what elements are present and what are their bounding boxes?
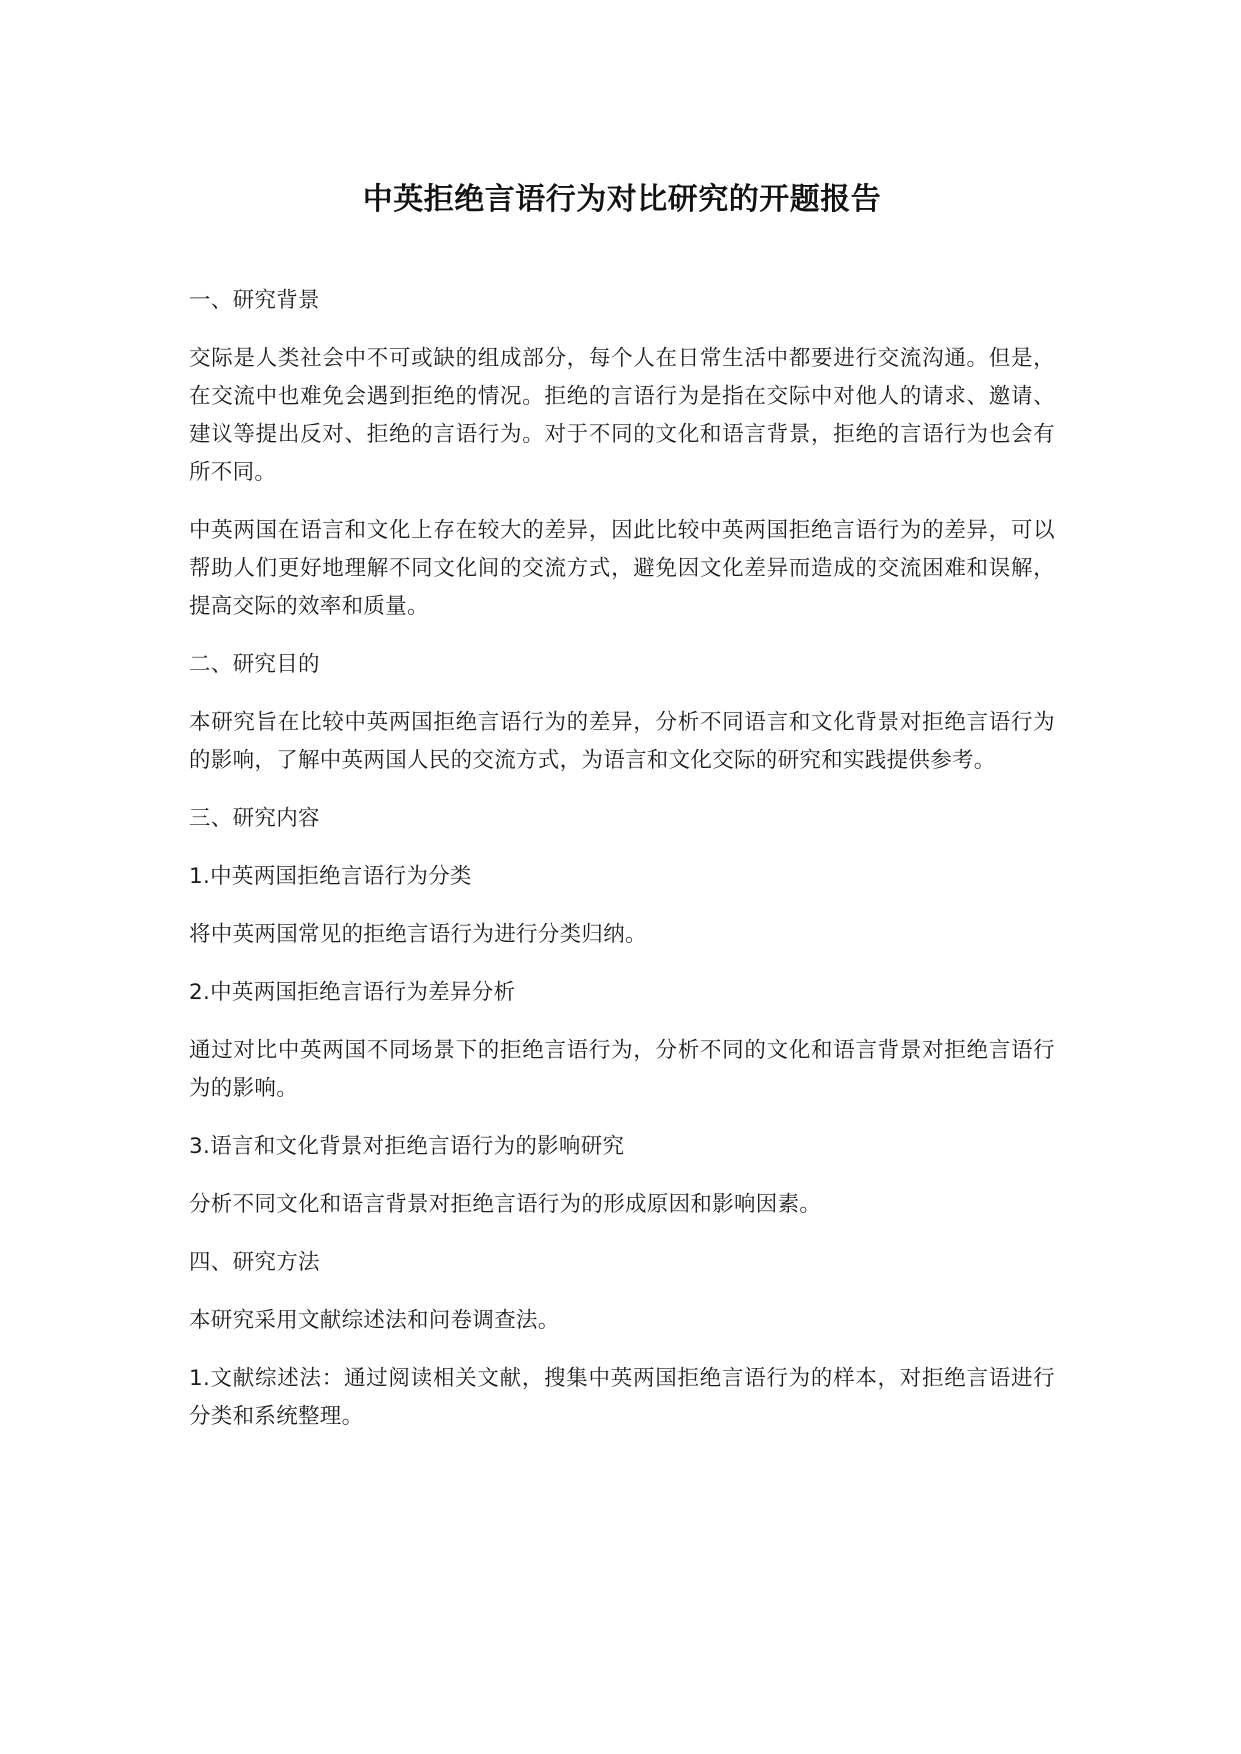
document-body: [189, 282, 1055, 1436]
paragraph-methods-1: 1.文献综述法：通过阅读相关文献，搜集中英两国拒绝言语行为的样本，对拒绝言语进行分类和系统整理。: [189, 1366, 1055, 1429]
paragraph-background-2: 中英两国在语言和文化上存在较大的差异，因此比较中英两国拒绝言语行为的差异，可以帮助人们更好地理解不同文化间的交流方式，避免因文化差异而造成的交流困难和误解，提高交际的效率和质量。: [189, 518, 1055, 619]
subheading-content-2: 2.中英两国拒绝言语行为差异分析: [189, 980, 516, 1005]
paragraph-content-3: 分析不同文化和语言背景对拒绝言语行为的形成原因和影响因素。: [189, 1192, 822, 1217]
section-heading-background: 一、研究背景: [189, 288, 320, 313]
paragraph-background-1: 交际是人类社会中不可或缺的组成部分，每个人在日常生活中都要进行交流沟通。但是，在交流中也难免会遇到拒绝的情况。拒绝的言语行为是指在交际中对他人的请求、邀请、建议等提出反对、拒绝的言语行为。对于不同的文化和语言背景，拒绝的言语行为也会有所不同。: [189, 346, 1055, 485]
paragraph-purpose: 本研究旨在比较中英两国拒绝言语行为的差异，分析不同语言和文化背景对拒绝言语行为的影响，了解中英两国人民的交流方式，为语言和文化交际的研究和实践提供参考。: [189, 710, 1055, 773]
document-title: 中英拒绝言语行为对比研究的开题报告: [362, 182, 882, 217]
paragraph-content-1: 将中英两国常见的拒绝言语行为进行分类归纳。: [189, 922, 647, 947]
section-heading-content: 三、研究内容: [189, 806, 320, 831]
paragraph-content-2: 通过对比中英两国不同场景下的拒绝言语行为，分析不同的文化和语言背景对拒绝言语行为的影响。: [189, 1038, 1055, 1101]
paragraph-methods-intro: 本研究采用文献综述法和问卷调查法。: [189, 1308, 560, 1333]
subheading-content-1: 1.中英两国拒绝言语行为分类: [189, 864, 472, 889]
section-heading-purpose: 二、研究目的: [189, 652, 320, 677]
section-heading-methods: 四、研究方法: [189, 1250, 320, 1275]
subheading-content-3: 3.语言和文化背景对拒绝言语行为的影响研究: [189, 1134, 625, 1159]
